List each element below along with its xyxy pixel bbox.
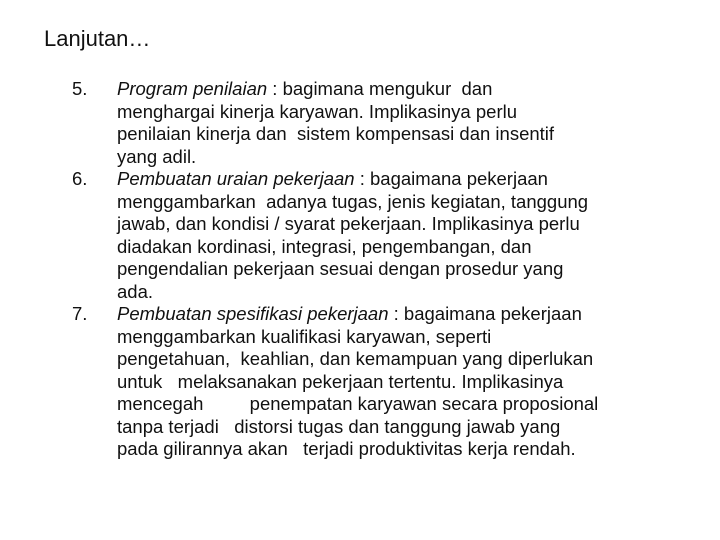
text-line: penilaian kinerja dan sistem kompensasi dan insentif (117, 123, 555, 144)
text-line (117, 303, 692, 326)
list-item-text (117, 168, 692, 303)
text-line: menggambarkan adanya tugas, jenis kegiatan, tanggung (117, 190, 589, 212)
list-number: 5. (72, 78, 88, 99)
text-line-part: : bagaimana pekerjaan (354, 168, 548, 189)
list-item-5 (72, 78, 692, 168)
item-term: Pembuatan uraian pekerjaan (117, 168, 355, 189)
item-term: Pembuatan spesifikasi pekerjaan (117, 303, 389, 324)
text-line (117, 168, 692, 191)
list-item-7 (72, 303, 692, 461)
text-line: menghargai kinerja karyawan. Implikasinya perlu (117, 100, 517, 122)
text-line: pengetahuan, keahlian, dan kemampuan yang diperlukan (117, 348, 594, 369)
text-line (117, 78, 692, 101)
text-line: ada. (117, 280, 154, 302)
text-line-part: : bagaimana pekerjaan (388, 303, 582, 324)
text-line: untuk melaksanakan pekerjaan tertentu. Implikasinya (117, 370, 564, 392)
list-number: 6. (72, 168, 88, 189)
text-line-part: : bagimana mengukur dan (267, 78, 493, 99)
item-term: Program penilaian (117, 78, 268, 99)
text-line: pada gilirannya akan terjadi produktivitas kerja rendah. (117, 438, 576, 459)
text-line: tanpa terjadi distorsi tugas dan tanggung jawab yang (117, 415, 561, 437)
text-line: yang adil. (117, 145, 197, 167)
list-item-text (117, 303, 692, 461)
list-item-6 (72, 168, 692, 303)
text-line: jawab, dan kondisi / syarat pekerjaan. Implikasinya perlu (117, 213, 580, 234)
text-line: pengendalian pekerjaan sesuai dengan prosedur yang (117, 258, 564, 279)
list-number: 7. (72, 303, 88, 324)
text-line: mencegah penempatan karyawan secara proposional (117, 393, 599, 414)
numbered-list (72, 78, 692, 461)
slide-title: Lanjutan… (44, 26, 151, 51)
text-line: menggambarkan kualifikasi karyawan, seperti (117, 325, 492, 347)
text-line: diadakan kordinasi, integrasi, pengembangan, dan (117, 235, 532, 257)
list-item-text (117, 78, 692, 168)
